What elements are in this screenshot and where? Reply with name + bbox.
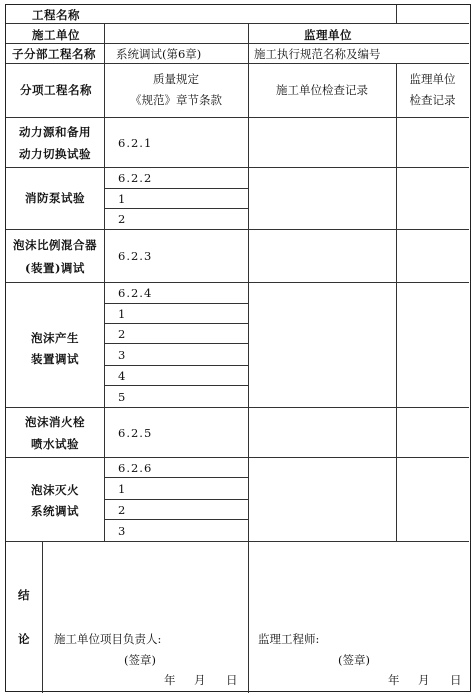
rule bbox=[104, 188, 248, 189]
clause-number: 2 bbox=[118, 212, 127, 226]
rule bbox=[6, 229, 469, 230]
rule bbox=[42, 541, 43, 693]
clause-number: 6.2.4 bbox=[118, 286, 153, 300]
clause-number: 1 bbox=[118, 192, 127, 206]
clause-number: 1 bbox=[118, 307, 127, 321]
supervision-unit-label: 监理单位 bbox=[304, 28, 352, 42]
rule bbox=[104, 208, 248, 209]
rule bbox=[396, 63, 397, 541]
contractor-seal-label: (签章) bbox=[124, 653, 156, 667]
rule bbox=[104, 385, 248, 386]
conclusion-label: 结 bbox=[18, 588, 30, 602]
clause-number: 3 bbox=[118, 524, 127, 538]
rule bbox=[6, 167, 469, 168]
rule bbox=[6, 457, 469, 458]
group-name: 泡沫消火栓 bbox=[25, 415, 85, 429]
rule bbox=[104, 303, 248, 304]
clause-number: 6.2.1 bbox=[118, 136, 153, 150]
conclusion-label: 论 bbox=[18, 632, 30, 646]
clause-number: 3 bbox=[118, 348, 127, 362]
contractor-date-month: 月 bbox=[194, 673, 206, 687]
group-name: 泡沫灭火 bbox=[31, 483, 79, 497]
clause-number: 5 bbox=[118, 390, 127, 404]
contractor-sign-label: 施工单位项目负责人: bbox=[54, 632, 162, 646]
group-name: 动力切换试验 bbox=[19, 147, 91, 161]
clause-number: 6.2.2 bbox=[118, 171, 153, 185]
clause-number: 6.2.3 bbox=[118, 249, 153, 263]
item-name-header: 分项工程名称 bbox=[20, 83, 92, 97]
group-name: 动力源和备用 bbox=[19, 125, 91, 139]
project-name-label: 工程名称 bbox=[32, 8, 80, 22]
contractor-date-day: 日 bbox=[226, 673, 238, 687]
acceptance-record-table bbox=[5, 4, 471, 692]
group-name: 泡沫比例混合器 bbox=[13, 238, 97, 252]
clause-number: 6.2.6 bbox=[118, 461, 153, 475]
group-name: 系统调试 bbox=[31, 504, 79, 518]
rule bbox=[104, 499, 248, 500]
rule bbox=[6, 43, 469, 44]
group-name: 装置调试 bbox=[31, 352, 79, 366]
rule bbox=[104, 519, 248, 520]
sub-project-label: 子分部工程名称 bbox=[12, 47, 96, 61]
supervisor-date-year: 年 bbox=[388, 673, 400, 687]
supervisor-date-day: 日 bbox=[450, 673, 462, 687]
supervisor-record-header-line2: 检查记录 bbox=[409, 93, 456, 107]
supervisor-record-header-line1: 监理单位 bbox=[409, 72, 456, 86]
rule bbox=[6, 282, 469, 283]
group-name: 喷水试验 bbox=[31, 437, 79, 451]
rule bbox=[104, 323, 248, 324]
rule bbox=[396, 5, 397, 23]
clause-number: 2 bbox=[118, 503, 127, 517]
rule bbox=[104, 365, 248, 366]
group-name: (装置)调试 bbox=[25, 261, 85, 275]
group-name: 泡沫产生 bbox=[31, 331, 79, 345]
sub-project-value: 系统调试(第6章) bbox=[116, 47, 202, 61]
supervisor-date-month: 月 bbox=[418, 673, 430, 687]
clause-number: 6.2.5 bbox=[118, 426, 153, 440]
rule bbox=[104, 477, 248, 478]
contractor-date-year: 年 bbox=[164, 673, 176, 687]
clause-number: 2 bbox=[118, 327, 127, 341]
standard-label: 施工执行规范名称及编号 bbox=[254, 47, 381, 61]
clause-number: 1 bbox=[118, 482, 127, 496]
rule bbox=[104, 343, 248, 344]
rule bbox=[6, 117, 469, 118]
contractor-record-header: 施工单位检查记录 bbox=[276, 83, 368, 97]
supervisor-sign-label: 监理工程师: bbox=[258, 632, 320, 646]
clause-header-line1: 质量规定 bbox=[153, 72, 199, 86]
group-name: 消防泵试验 bbox=[25, 191, 85, 205]
clause-number: 4 bbox=[118, 369, 127, 383]
construction-unit-label: 施工单位 bbox=[32, 28, 80, 42]
rule bbox=[6, 541, 469, 542]
rule bbox=[6, 63, 469, 64]
rule bbox=[6, 407, 469, 408]
supervisor-seal-label: (签章) bbox=[338, 653, 370, 667]
rule bbox=[248, 23, 249, 693]
clause-header-line2: 《规范》章节条款 bbox=[130, 93, 222, 107]
rule bbox=[6, 23, 469, 24]
